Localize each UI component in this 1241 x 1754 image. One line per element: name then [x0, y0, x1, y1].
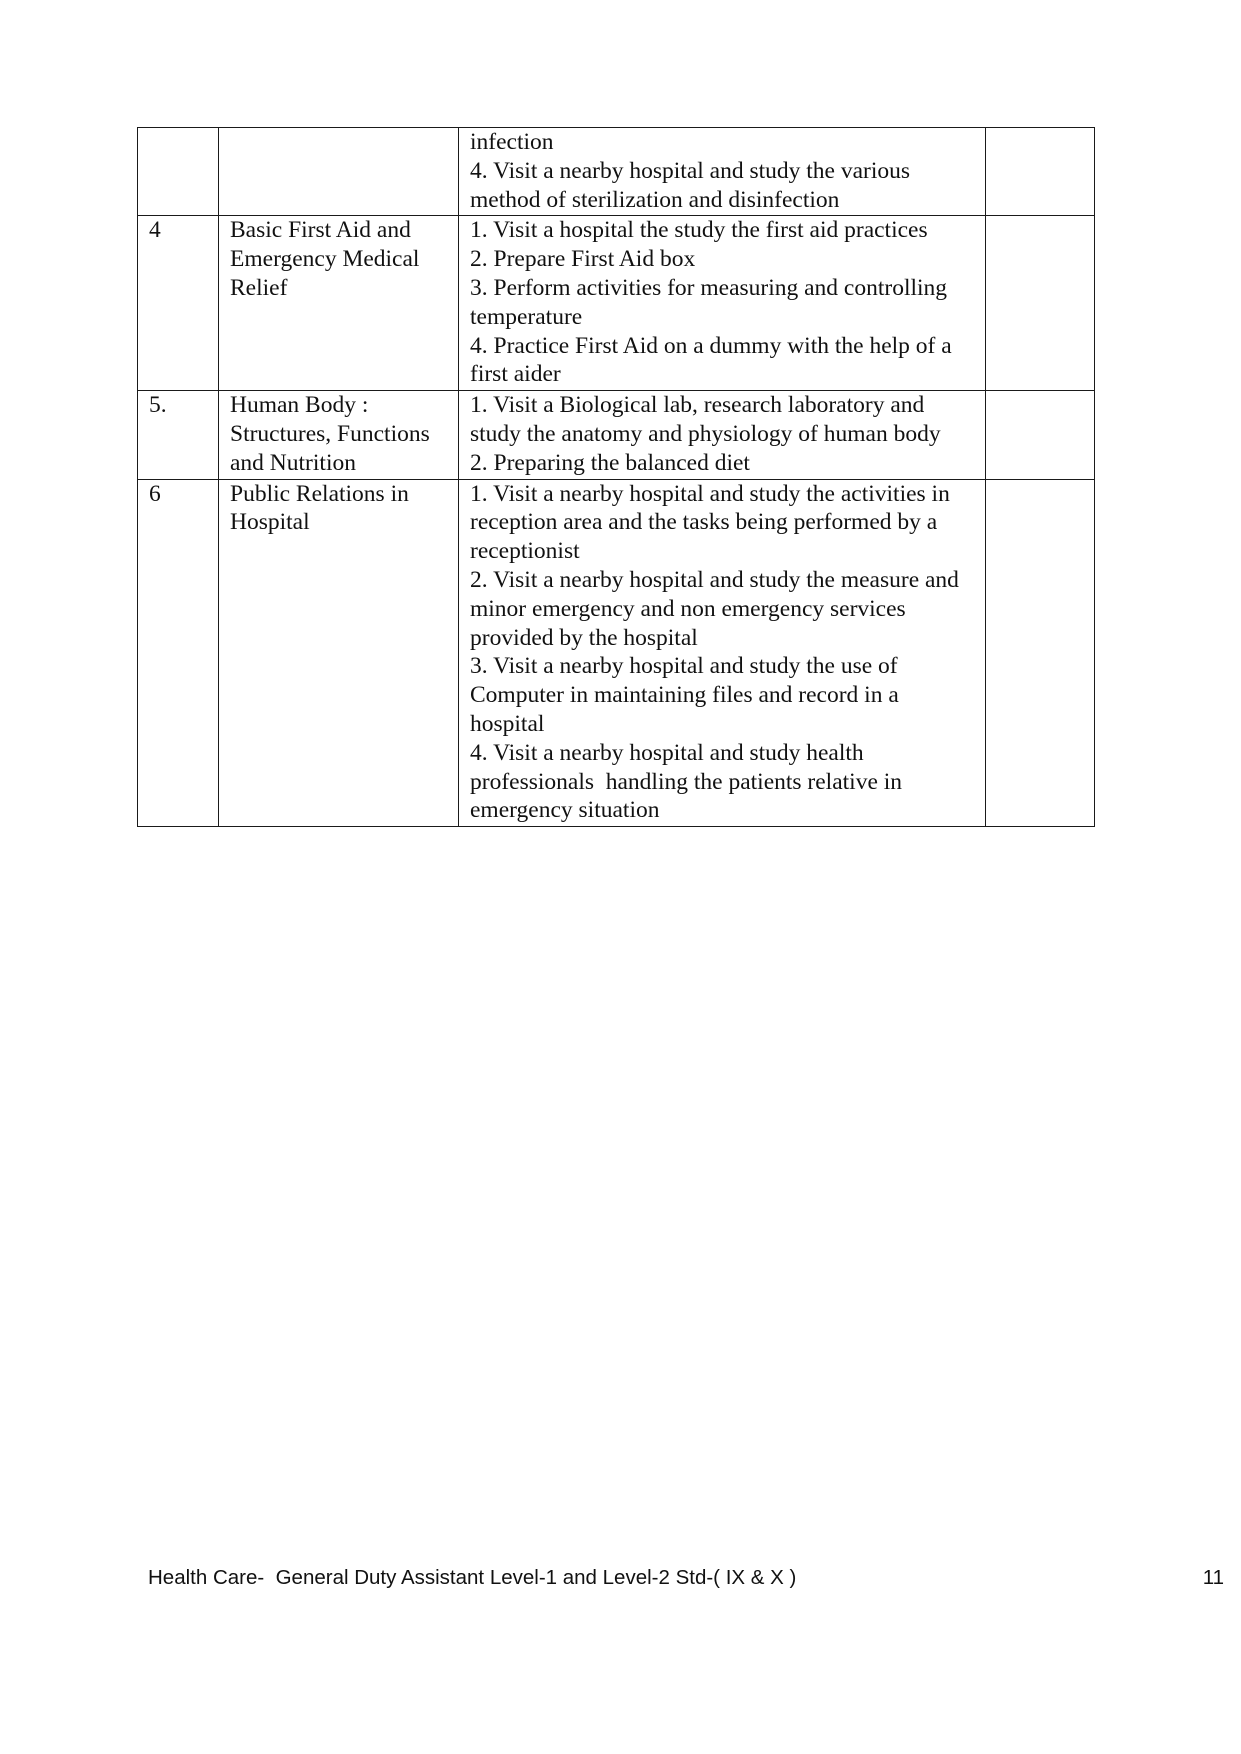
unit-title-cell: Basic First Aid and Emergency Medical Relief [219, 216, 459, 391]
activity-item: 2. Prepare First Aid box [470, 246, 696, 273]
table-row [138, 216, 1095, 391]
activities-cell [459, 391, 986, 479]
table-row [138, 479, 1095, 827]
table-row [138, 128, 1095, 216]
table-row [138, 391, 1095, 479]
unit-number-cell: 6 [138, 479, 219, 827]
unit-title-cell [219, 128, 459, 216]
unit-number-cell: 5. [138, 391, 219, 479]
practical-activities-table [137, 127, 1095, 827]
activity-item: 1. Visit a Biological lab, research laboratory and study the anatomy and physiology of human body [470, 392, 941, 447]
unit-number-cell: 4 [138, 216, 219, 391]
activity-item: 3. Visit a nearby hospital and study the use of Computer in maintaining files and record in a hospital [470, 653, 905, 737]
activity-item: 4. Visit a nearby hospital and study health professionals handling the patients relative in emergency situation [470, 739, 908, 824]
activity-item: 1. Visit a hospital the study the first aid practices [470, 217, 928, 244]
activity-item: 4. Visit a nearby hospital and study the various method of sterilization and disinfection [470, 157, 916, 213]
activity-item: infection [470, 129, 554, 155]
unit-title-cell: Human Body : Structures, Functions and Nutrition [219, 391, 459, 479]
remarks-cell [986, 391, 1095, 479]
activity-item: 1. Visit a nearby hospital and study the activities in reception area and the tasks being performed by a receptionist [470, 480, 956, 565]
activity-item: 3. Perform activities for measuring and controlling temperature [470, 274, 953, 330]
unit-title-cell: Public Relations in Hospital [219, 479, 459, 827]
remarks-cell [986, 128, 1095, 216]
remarks-cell [986, 479, 1095, 827]
activities-cell [459, 479, 986, 827]
activities-cell [459, 128, 986, 216]
page-number: 11 [1202, 1566, 1224, 1589]
remarks-cell [986, 216, 1095, 391]
activity-item: 4. Practice First Aid on a dummy with the help of a first aider [470, 332, 958, 388]
footer-title: Health Care- General Duty Assistant Level-1 and Level-2 Std-( IX & X ) [148, 1566, 797, 1589]
activity-item: 2. Visit a nearby hospital and study the measure and minor emergency and non emergency services provided by the hospital [470, 566, 965, 651]
activity-item: 2. Preparing the balanced diet [470, 449, 750, 476]
activities-cell [459, 216, 986, 391]
unit-number-cell [138, 128, 219, 216]
